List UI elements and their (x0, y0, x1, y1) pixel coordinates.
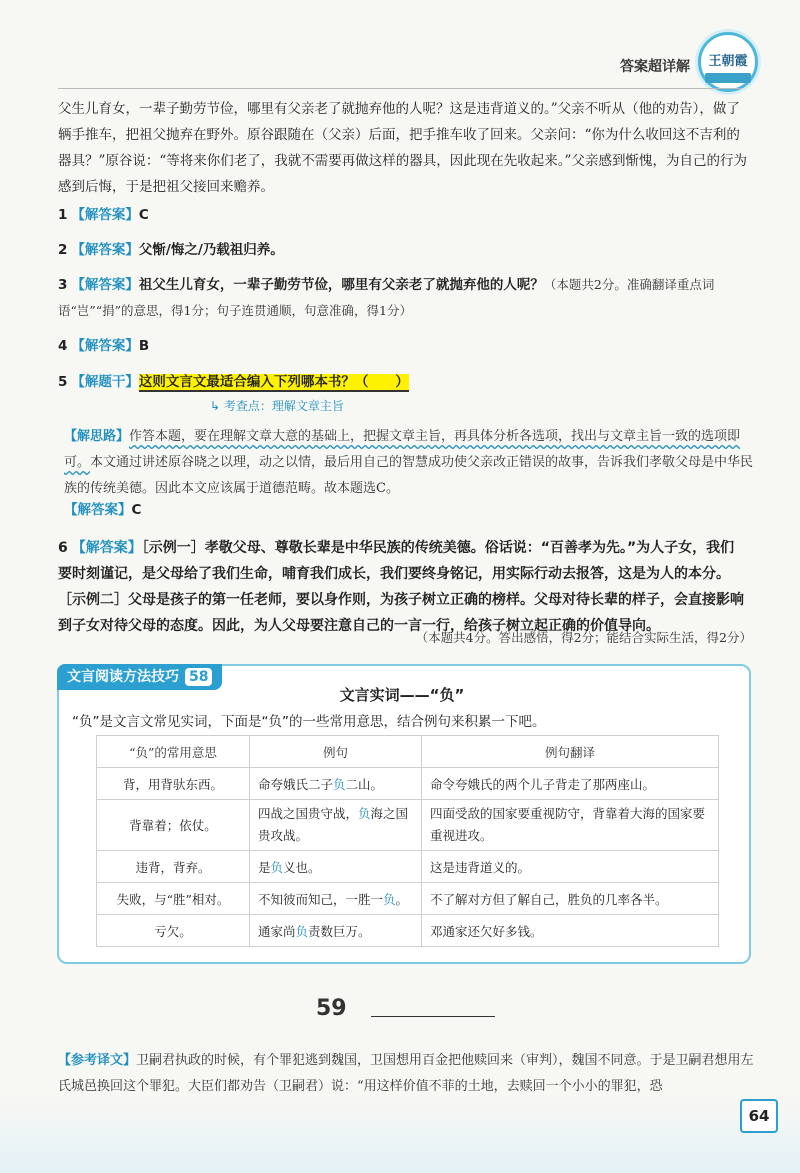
page-number: 64 (740, 1099, 778, 1133)
question-5-answer (64, 497, 754, 523)
answer-text: 祖父生儿育女，一辈子勤劳节俭，哪里有父亲老了就抛弃他的人呢？ (138, 277, 544, 293)
section-marker: 59 (316, 996, 347, 1021)
key-word: 负 (333, 776, 346, 792)
question-4 (58, 333, 748, 359)
table-row (97, 800, 719, 851)
logo-band (705, 73, 751, 83)
answer-tag: 【解答案】 (71, 242, 139, 258)
table-header: 例句翻译 (422, 736, 719, 768)
stem-tag: 【解题干】 (71, 374, 139, 390)
question-stem: 这则文言文最适合编入下列哪本书？（ ） (138, 374, 409, 390)
example-text: 不知彼而知己，一胜一 (258, 891, 384, 907)
arrow-icon: ↳ (210, 399, 221, 413)
question-number: 4 (58, 338, 68, 354)
answer-text: B (138, 338, 150, 354)
example-1: ［示例一］孝敬父母、尊敬长辈是中华民族的传统美德。俗话说：“百善孝为先。”为人子女，我们要时刻谨记，是父母给了我们生命，哺育我们成长，我们要终身铭记，用实际行动去报答，这是为人的本分。 (58, 540, 735, 582)
thinking-highlight: 作答本题，要在理解文章大意的基础上，把握文章主旨，再具体分析各选项，找出与文章主旨一致的选项即可。 (64, 429, 741, 470)
thinking-block (64, 424, 754, 502)
question-1 (58, 202, 748, 228)
vocab-table (96, 735, 719, 947)
kaochadian-text: 考查点：理解文章主旨 (223, 399, 344, 413)
question-number: 3 (58, 277, 68, 293)
example-text: 责数巨万。 (308, 923, 371, 939)
question-5 (58, 369, 748, 395)
table-row (97, 851, 719, 883)
key-word: 负 (358, 806, 371, 821)
reference-translation (58, 1048, 758, 1100)
example-cell (250, 851, 422, 883)
answer-tag: 【解答案】 (71, 207, 139, 223)
translation-cell: 命令夸娥氏的两个儿子背走了那两座山。 (422, 768, 719, 800)
answer-tag: 【解答案】 (71, 540, 142, 556)
question-number: 1 (58, 207, 68, 223)
example-text: 义也。 (283, 859, 321, 875)
logo-text: 王朝霞 (708, 54, 748, 69)
question-number: 6 (58, 540, 68, 556)
reference-text: 卫嗣君执政的时候，有个罪犯逃到魏国，卫国想用百金把他赎回来（审判），魏国不同意。于是卫嗣君想用左氏城邑换回这个罪犯。大臣们都劝告（卫嗣君）说：“用这样价值不菲的土地，去赎回一个小小的罪犯，恐 (58, 1053, 754, 1094)
header-title: 答案超详解 (620, 59, 690, 75)
example-text: 通家尚 (258, 923, 296, 939)
example-2: ［示例二］父母是孩子的第一任老师，要以身作则，为孩子树立正确的榜样。父母对待长辈的样子，会直接影响到子女对待父母的态度。因此，为人父母要注意自己的一言一行，给孩子树立起正确的价值导向。 (58, 592, 744, 634)
method-box-label: 文言阅读方法技巧 (67, 669, 179, 685)
method-box-title: 文言实词——“负” (339, 686, 465, 704)
table-row (97, 915, 719, 947)
scoring-note-6: （本题共4分。答出感悟，得2分；能结合实际生活，得2分） (415, 630, 752, 645)
section-marker-line (371, 1016, 495, 1017)
meaning-cell: 背靠着；依仗。 (97, 800, 250, 851)
meaning-cell: 失败，与“胜”相对。 (97, 883, 250, 915)
example-text: 二山。 (345, 776, 384, 792)
reference-tag: 【参考译文】 (58, 1053, 137, 1068)
brand-logo (698, 32, 758, 92)
footer-band (0, 1100, 800, 1173)
answer-text: C (138, 207, 149, 223)
answer-tag: 【解答案】 (64, 502, 132, 518)
question-2 (58, 237, 748, 263)
header-divider (58, 88, 742, 89)
example-cell (250, 883, 422, 915)
thinking-tag: 【解思路】 (64, 429, 130, 444)
translation-cell: 这是违背道义的。 (422, 851, 719, 883)
scoring-note: （本题共2分。准确翻译重点词语“岂”“捐”的意思，得1分；句子连贯通顺，句意准确，得1分） (58, 277, 715, 318)
table-header-row (97, 736, 719, 768)
example-cell (250, 800, 422, 851)
question-6 (58, 535, 748, 639)
answer-tag: 【解答案】 (71, 277, 139, 293)
method-box-intro: “负”是文言文常见实词，下面是“负”的一些常用意思，结合例句来积累一下吧。 (72, 714, 546, 730)
answer-text: C (131, 502, 142, 518)
example-cell (250, 768, 422, 800)
method-box-number: 58 (185, 668, 212, 686)
question-3 (58, 272, 748, 324)
translation-cell: 邓通家还欠好多钱。 (422, 915, 719, 947)
key-word: 负 (295, 923, 309, 939)
question-number: 5 (58, 374, 68, 390)
translation-cell: 不了解对方但了解自己，胜负的几率各半。 (422, 883, 719, 915)
meaning-cell: 亏欠。 (97, 915, 250, 947)
example-text: 海之国贵攻战。 (258, 806, 409, 843)
example-text: 是 (258, 859, 271, 875)
meaning-cell: 背，用背驮东西。 (97, 768, 250, 800)
key-word: 负 (270, 859, 284, 875)
intro-paragraph: 父生儿育女，一辈子勤劳节俭，哪里有父亲老了就抛弃他的人呢？这是违背道义的。”父亲不听从（他的劝告），做了辆手推车，把祖父抛弃在野外。原谷跟随在（父亲）后面，把手推车收了回来。父亲问：“你为什么收回这不吉利的器具？”原谷说：“等将来你们老了，我就不需要再做这样的器具，因此现在先收起来。”父亲感到惭愧，为自己的行为感到后悔，于是把祖父接回来赡养。 (58, 101, 747, 195)
example-cell (250, 915, 422, 947)
question-number: 2 (58, 242, 68, 258)
answer-tag: 【解答案】 (71, 338, 139, 354)
example-text: 。 (395, 891, 409, 907)
table-row (97, 883, 719, 915)
thinking-text: 本文通过讲述原谷晓之以理，动之以情，最后用自己的智慧成功使父亲改正错误的故事，告诉我们孝敬父母是中华民族的传统美德。因此本文应该属于道德范畴。故本题选C。 (64, 455, 754, 496)
kaochadian-note (210, 397, 344, 414)
answer-text: 父惭/悔之/乃载祖归养。 (138, 242, 284, 258)
example-text: 命夸娥氏二子 (258, 776, 334, 792)
table-row (97, 768, 719, 800)
table-header: “负”的常用意思 (97, 736, 250, 768)
translation-cell: 四面受敌的国家要重视防守，背靠着大海的国家要重视进攻。 (422, 800, 719, 851)
key-word: 负 (383, 891, 396, 907)
table-header: 例句 (250, 736, 422, 768)
meaning-cell: 违背，背弃。 (97, 851, 250, 883)
intro-paragraph-block (58, 96, 753, 200)
example-text: 四战之国贵守战， (258, 806, 359, 821)
